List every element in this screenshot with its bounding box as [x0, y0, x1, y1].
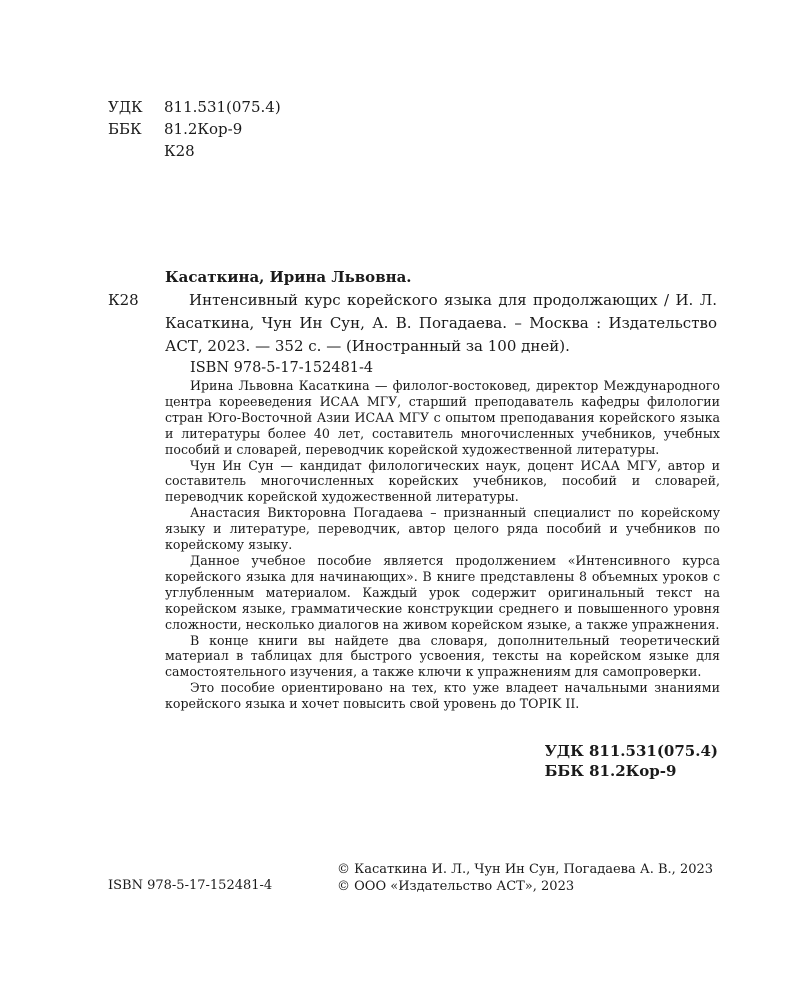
- author-heading: Касаткина, Ирина Львовна.: [165, 268, 412, 286]
- isbn-main: ISBN 978-5-17-152481-4: [190, 360, 374, 376]
- author-code: К28: [164, 142, 195, 160]
- annotation-paragraph: Это пособие ориентировано на тех, кто уже владеет начальными знаниями корейского языка и хочет повысить свой уровень до TOPIK II.: [165, 680, 720, 712]
- udk-bottom: УДК 811.531(075.4): [544, 742, 718, 760]
- annotation: [165, 378, 720, 712]
- copyright-block: [337, 861, 713, 895]
- annotation-paragraph: В конце книги вы найдете два словаря, дополнительный теоретический материал в таблицах для быстрого усвоения, тексты на корейском языке для самостоятельного изучения, а также ключи к упражнениям для самопроверки.: [165, 632, 720, 680]
- udk-row: [108, 96, 281, 118]
- author-code-row: [108, 140, 281, 162]
- annotation-paragraph: Анастасия Викторовна Погадаева – признанный специалист по корейскому языку и литературе, переводчик, автор целого ряда пособий и учебников по корейскому языку.: [165, 505, 720, 553]
- isbn-footer: ISBN 978-5-17-152481-4: [108, 878, 273, 893]
- copyright-authors: © Касаткина И. Л., Чун Ин Сун, Погадаева А. В., 2023: [337, 862, 714, 877]
- entry-author-code: К28: [108, 291, 139, 309]
- codes-bottom: [545, 741, 718, 781]
- bbk-row: [108, 118, 281, 140]
- bbk-bottom: ББК 81.2Кор-9: [544, 762, 677, 780]
- annotation-paragraph: Чун Ин Сун — кандидат филологических наук, доцент ИСАА МГУ, автор и составитель многочисленных корейских учебников, пособий и словарей, переводчик корейской художественной литературы.: [165, 457, 720, 505]
- copyright-publisher: © ООО «Издательство АСТ», 2023: [337, 879, 575, 894]
- bbk-label: ББК: [108, 120, 142, 138]
- bibliographic-title: Интенсивный курс корейского языка для продолжающих / И. Л. Касаткина, Чун Ин Сун, А. В. Погадаева. – Москва : Издательство АСТ, 2023. — 352 с. — (Иностранный за 100 дней).: [165, 291, 717, 355]
- annotation-paragraph: Данное учебное пособие является продолжением «Интенсивного курса корейского языка для начинающих». В книге представлены 8 объемных уроков с углубленным материалом. Каждый урок содержит оригинальный текст на корейском языке, грамматические конструкции среднего и повышенного уровня сложности, несколько диалогов на живом корейском языке, а также упражнения.: [165, 552, 720, 632]
- udk-label: УДК: [108, 98, 143, 116]
- annotation-paragraph: Ирина Львовна Касаткина — филолог-востоковед, директор Международного центра корееведения ИСАА МГУ, старший преподаватель кафедры филологии стран Юго-Восточной Азии ИСАА МГУ с опытом преподавания корейского языка и литературы более 40 лет, составитель многочисленных учебников, учебных пособий и словарей, переводчик корейской художественной литературы.: [165, 378, 720, 457]
- classification-block: [108, 96, 281, 162]
- udk-value: 811.531(075.4): [164, 98, 281, 116]
- bbk-value: 81.2Кор-9: [164, 120, 243, 138]
